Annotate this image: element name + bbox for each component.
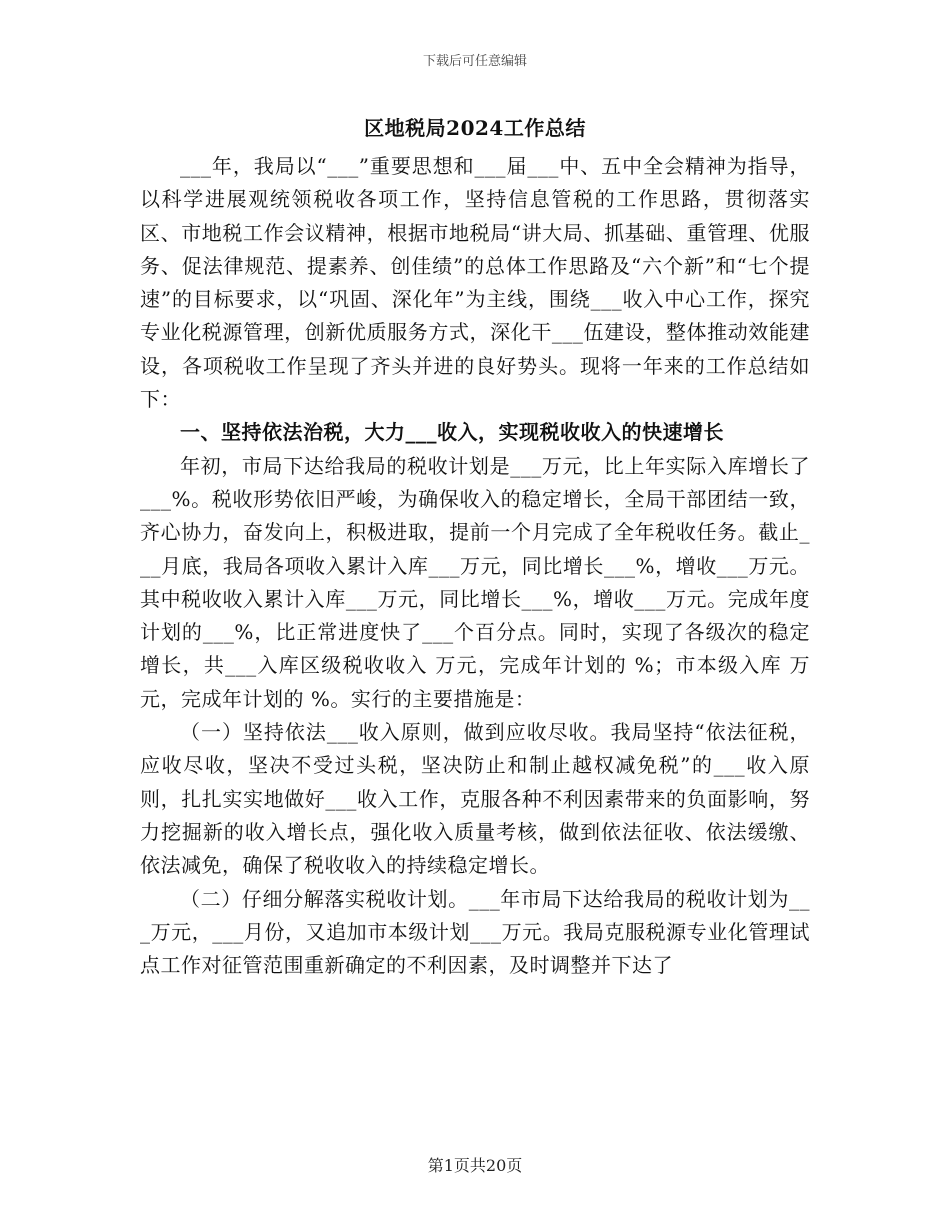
page-number: 第1页共20页 [427,1156,523,1175]
document-body [140,150,810,982]
paragraph-intro: ___年，我局以“___”重要思想和___届___中、五中全会精神为指导，以科学进展观统领税收各项工作，坚持信息管税的工作思路，贯彻落实区、市地税工作会议精神，根据市地税局“讲大局、抓基础、重管理、优服务、促法律规范、提素养、创佳绩”的总体工作思路及“六个新”和“七个提速”的目标要求，以“巩固、深化年”为主线，围绕___收入中心工作，探究专业化税源管理，创新优质服务方式，深化干___伍建设，整体推动效能建设，各项税收工作呈现了齐头并进的良好势头。现将一年来的工作总结如下： [140,154,810,412]
paragraph-measure-2: （二）仔细分解落实税收计划。___年市局下达给我局的税收计划为___万元，___月份，又追加市本级计划___万元。我局克服税源专业化管理试点工作对征管范围重新确定的不利因素，及时调整并下达了 [140,886,810,978]
paragraph-revenue: 年初，市局下达给我局的税收计划是___万元，比上年实际入库增长了___%。税收形势依旧严峻，为确保收入的稳定增长，全局干部团结一致，齐心协力，奋发向上，积极进取，提前一个月完成了全年税收任务。截止___月底，我局各项收入累计入库___万元，同比增长___%，增收___万元。其中税收收入累计入库___万元，同比增长___%，增收___万元。完成年度计划的___%，比正常进度快了___个百分点。同时，实现了各级次的稳定增长，共___入库区级税收收入 万元，完成年计划的 %；市本级入库 万元，完成年计划的 %。实行的主要措施是： [140,453,810,711]
header-note: 下载后可任意编辑 [422,54,527,69]
paragraph-measure-1: （一）坚持依法___收入原则，做到应收尽收。我局坚持“依法征税，应收尽收，坚决不受过头税，坚决防止和制止越权减免税”的___收入原则，扎扎实实地做好___收入工作，克服各种不利因素带来的负面影响，努力挖掘新的收入增长点，强化收入质量考核，做到依法征收、依法缓缴、依法减免，确保了税收收入的持续稳定增长。 [140,720,810,878]
document-title: 区地税局2024工作总结 [364,116,586,140]
section-heading-1: 一、坚持依法治税，大力___收入，实现税收收入的快速增长 [180,420,724,445]
